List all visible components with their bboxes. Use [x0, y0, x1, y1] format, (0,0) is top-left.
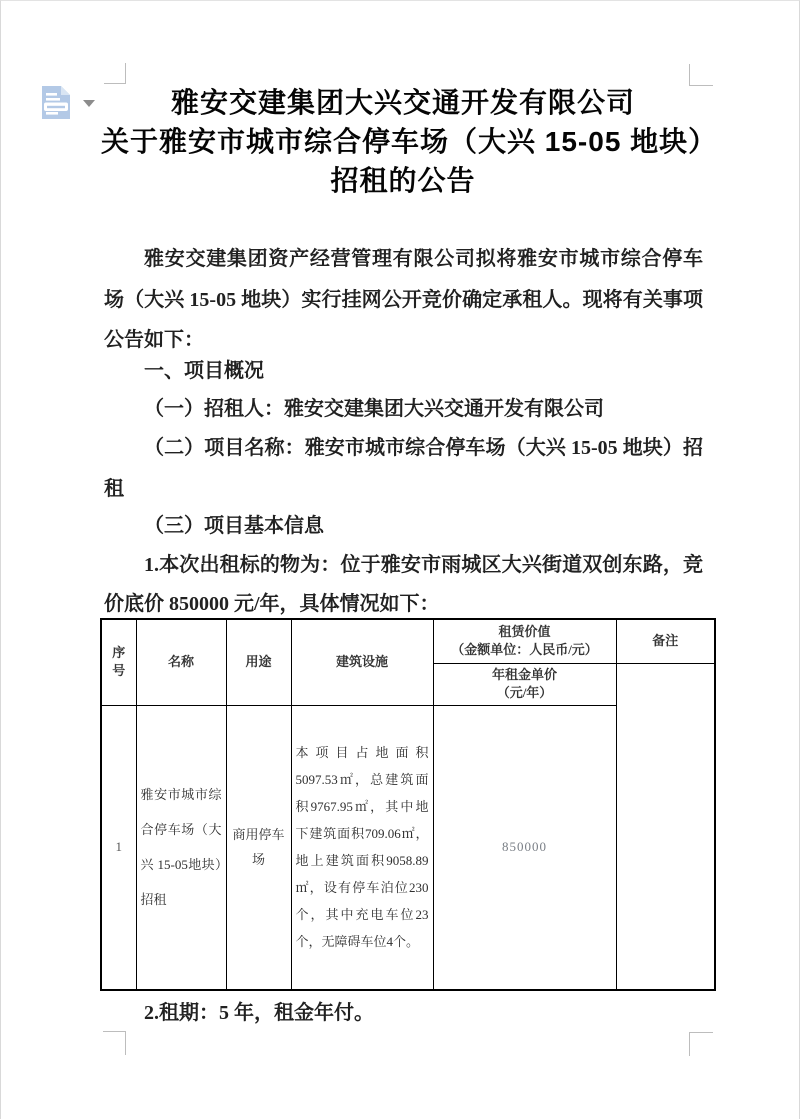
cell-remark [616, 663, 715, 990]
header-rental-value-line1: 租赁价值 [498, 624, 551, 640]
header-annual-rent-unit [433, 663, 616, 705]
project-name-item: （二）项目名称：雅安市城市综合停车场（大兴 15-05 地块）招租 [104, 437, 703, 500]
text-boundary-mark-top-left [104, 63, 126, 84]
lessor-item: （一）招租人：雅安交建集团大兴交通开发有限公司 [144, 398, 604, 420]
header-name: 名称 [136, 619, 226, 705]
project-info-table [100, 618, 716, 991]
rental-object-paragraph: 1.本次出租标的物为：位于雅安市雨城区大兴街道双创东路，竞价底价 850000 元/年，具体情况如下： [104, 554, 703, 615]
header-annual-rent-line1: 年租金单价 [491, 667, 557, 682]
lease-term-paragraph: 2.租期：5 年，租金年付。 [144, 1002, 374, 1024]
cell-use: 商用停车场 [226, 705, 291, 990]
header-rental-value-line2: （金额单位：人民币/元） [451, 642, 598, 658]
section-1-heading: 一、项目概况 [144, 360, 264, 382]
intro-paragraph: 雅安交建集团资产经营管理有限公司拟将雅安市城市综合停车场（大兴 15-05 地块）实行挂网公开竞价确定承租人。现将有关事项公告如下： [104, 248, 703, 351]
header-serial: 序号 [101, 619, 136, 705]
cell-annual-rent: 850000 [433, 705, 616, 990]
basic-info-heading: （三）项目基本信息 [144, 515, 324, 537]
cell-name: 雅安市城市综合停车场（大兴 15-05地块）招租 [136, 705, 226, 990]
header-facilities: 建筑设施 [291, 619, 433, 705]
cell-serial: 1 [101, 705, 136, 990]
chevron-down-icon [83, 100, 95, 107]
header-annual-rent-line2: （元/年） [496, 685, 553, 700]
text-boundary-mark-bottom-left [103, 1031, 126, 1055]
paste-options-button[interactable] [39, 85, 97, 125]
text-boundary-mark-bottom-right [689, 1032, 713, 1056]
cell-facilities: 本项目占地面积5097.53㎡，总建筑面积9767.95㎡，其中地下建筑面积709.06㎡，地上建筑面积9058.89㎡，设有停车泊位230个，其中充电车位23个，无障碍车位4个。 [291, 705, 433, 990]
document-title [101, 83, 718, 200]
title-line-3: 招租的公告 [330, 165, 476, 196]
header-remark: 备注 [616, 619, 715, 663]
title-line-2: 关于雅安市城市综合停车场（大兴 15-05 地块） [101, 126, 718, 157]
header-use: 用途 [226, 619, 291, 705]
header-rental-value [433, 619, 616, 663]
title-line-1: 雅安交建集团大兴交通开发有限公司 [170, 87, 635, 118]
